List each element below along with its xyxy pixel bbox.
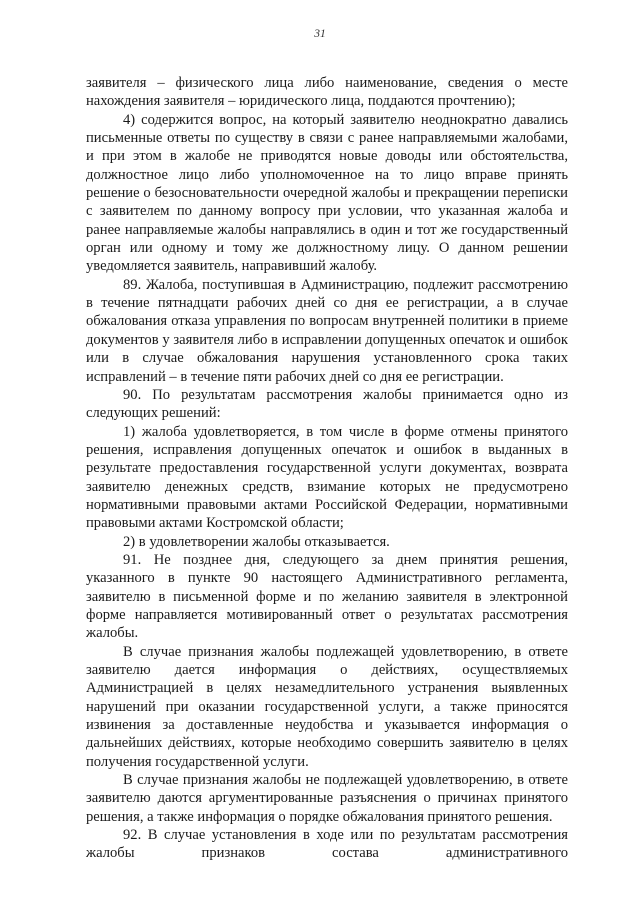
paragraph: 90. По результатам рассмотрения жалобы принимается одно из следующих решений:	[86, 386, 568, 422]
paragraph: 1) жалоба удовлетворяется, в том числе в форме отмены принятого решения, исправления допущенных опечаток и ошибок в выданных в результате предоставления государственной услуги документах, возврата заявителю денежных средств, взимание которых не предусмотрено нормативными правовыми актами Российской Федерации, нормативными правовыми актами Костромской области;	[86, 423, 568, 532]
page-number: 31	[314, 28, 326, 40]
paragraph: 91. Не позднее дня, следующего за днем принятия решения, указанного в пункте 90 настоящего Административного регламента, заявителю в письменной форме и по желанию заявителя в электронной форме направляется мотивированный ответ о результатах рассмотрения жалобы.	[86, 551, 568, 642]
paragraph: 92. В случае установления в ходе или по результатам рассмотрения жалобы признаков состава административного	[86, 827, 568, 862]
document-body	[86, 74, 568, 863]
paragraph: 4) содержится вопрос, на который заявителю неоднократно давались письменные ответы по существу в связи с ранее направляемыми жалобами, и при этом в жалобе не приводятся новые доводы или обстоятельства, должностное лицо либо уполномоченное на то лицо вправе принять решение о безосновательности очередной жалобы и прекращении переписки с заявителем по данному вопросу при условии, что указанная жалоба и ранее направляемые жалобы направлялись в один и тот же государственный орган или одному и тому же должностному лицу. О данном решении уведомляется заявитель, направивший жалобу.	[86, 111, 568, 275]
paragraph: 2) в удовлетворении жалобы отказывается.	[123, 533, 390, 550]
paragraph: заявителя – физического лица либо наименование, сведения о месте нахождения заявителя – юридического лица, поддаются прочтению);	[86, 75, 568, 110]
paragraph: 89. Жалоба, поступившая в Администрацию, подлежит рассмотрению в течение пятнадцати рабочих дней со дня ее регистрации, а в случае обжалования отказа управления по вопросам внутренней политики в приеме документов у заявителя либо в исправлении допущенных опечаток и ошибок или в случае обжалования нарушения установленного срока таких исправлений – в течение пяти рабочих дней со дня ее регистрации.	[86, 276, 568, 385]
paragraph: В случае признания жалобы не подлежащей удовлетворению, в ответе заявителю даются аргументированные разъяснения о причинах принятого решения, а также информация о порядке обжалования принятого решения.	[86, 772, 568, 825]
paragraph: В случае признания жалобы подлежащей удовлетворению, в ответе заявителю дается информация о действиях, осуществляемых Администрацией в целях незамедлительного устранения выявленных нарушений при оказании государственной услуги, а также приносятся извинения за доставленные неудобства и указывается информация о дальнейших действиях, которые необходимо совершить заявителю в целях получения государственной услуги.	[86, 643, 568, 770]
